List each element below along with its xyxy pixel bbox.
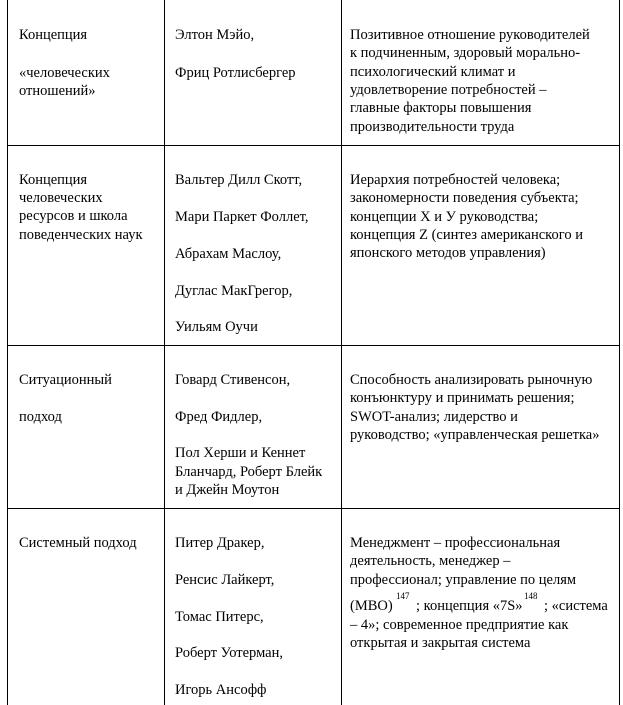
- ideas-line: ; «система: [544, 598, 608, 614]
- author-name: Вальтер Дилл Скотт,: [175, 172, 303, 188]
- ideas-line: главные факторы повышения: [350, 100, 532, 116]
- ideas-line: закономерности поведения субъекта;: [350, 190, 579, 206]
- concept-cell-line: «человеческих: [19, 65, 110, 81]
- author-name: Уильям Оучи: [175, 319, 258, 335]
- concept-cell-line: подход: [19, 409, 62, 425]
- ideas-line: японского методов управления): [350, 245, 546, 261]
- ideas-line: концепция Z (синтез американского и: [350, 227, 583, 243]
- author-name: Пол Херши и Кеннет: [175, 445, 306, 461]
- concept-cell-line: ресурсов и школа: [19, 208, 128, 224]
- concept-cell-line: отношений»: [19, 83, 96, 99]
- column-divider-1: [164, 0, 165, 705]
- ideas-line: профессионал; управление по целям: [350, 572, 577, 588]
- ideas-line: производительности труда: [350, 119, 515, 135]
- ideas-line: деятельность, менеджер –: [350, 553, 511, 569]
- concept-cell-line: человеческих: [19, 190, 103, 206]
- author-name: Элтон Мэйо,: [175, 27, 255, 43]
- table-row-divider: [7, 508, 620, 509]
- concept-cell-line: Ситуационный: [19, 372, 112, 388]
- ideas-line: ; концепция «7S»: [416, 598, 523, 614]
- author-name: Питер Дракер,: [175, 535, 265, 551]
- concept-cell-line: Концепция: [19, 27, 88, 43]
- ideas-line: удовлетворение потребностей –: [350, 82, 547, 98]
- concept-cell-line: поведенческих наук: [19, 227, 143, 243]
- ideas-line: – 4»; современное предприятие как: [350, 617, 569, 633]
- ideas-line: руководство; «управленческая решетка»: [350, 427, 600, 443]
- ideas-line: к подчиненным, здоровый морально-: [350, 45, 581, 61]
- ideas-line: Позитивное отношение руководителей: [350, 27, 590, 43]
- author-name: Абрахам Маслоу,: [175, 246, 282, 262]
- author-name: Бланчард, Роберт Блейк: [175, 464, 323, 480]
- author-name: Мари Паркет Фоллет,: [175, 209, 309, 225]
- author-name: и Джейн Моутон: [175, 482, 280, 498]
- author-name: Томас Питерс,: [175, 609, 264, 625]
- author-name: Игорь Ансофф: [175, 682, 267, 698]
- author-name: Ренсис Лайкерт,: [175, 572, 275, 588]
- ideas-line: Менеджмент – профессиональная: [350, 535, 561, 551]
- table-border-right: [619, 0, 620, 705]
- author-name: Дуглас МакГрегор,: [175, 283, 293, 299]
- ideas-line: SWOT-анализ; лидерство и: [350, 409, 518, 425]
- ideas-line: Способность анализировать рыночную: [350, 372, 593, 388]
- ideas-line: конъюнктуру и принимать решения;: [350, 390, 575, 406]
- table-border-left: [7, 0, 8, 705]
- ideas-line: психологический климат и: [350, 64, 516, 80]
- ideas-line: открытая и закрытая система: [350, 635, 531, 651]
- author-name: Роберт Уотерман,: [175, 645, 283, 661]
- table-row-divider: [7, 345, 620, 346]
- author-name: Говард Стивенсон,: [175, 372, 291, 388]
- table-row-divider: [7, 145, 620, 146]
- concept-cell-line: Системный подход: [19, 535, 137, 551]
- footnote-marker: 147: [396, 591, 410, 601]
- concept-cell-line: Концепция: [19, 172, 88, 188]
- author-name: Фриц Ротлисбергер: [175, 65, 296, 81]
- footnote-marker: 148: [524, 591, 538, 601]
- ideas-line: (MBO): [350, 598, 393, 614]
- ideas-line: Иерархия потребностей человека;: [350, 172, 561, 188]
- author-name: Фред Фидлер,: [175, 409, 263, 425]
- ideas-line: концепции X и У руководства;: [350, 209, 539, 225]
- column-divider-2: [341, 0, 342, 705]
